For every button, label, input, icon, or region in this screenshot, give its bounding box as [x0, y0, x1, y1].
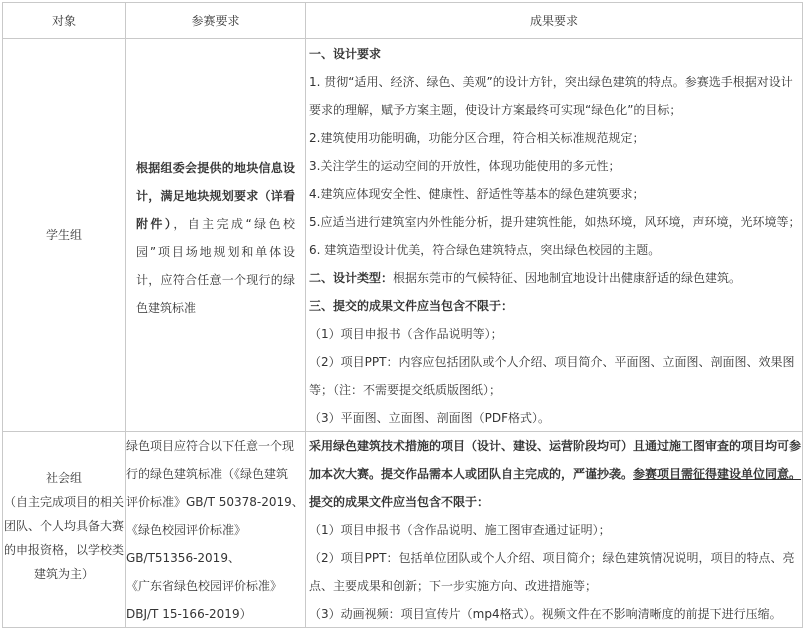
- design-type-label: 二、设计类型：: [309, 271, 394, 285]
- student-submit-item: （1）项目申报书（含作品说明等）；: [309, 327, 503, 341]
- student-requirement-cell: [126, 39, 306, 431]
- social-object-line: 社会组: [45, 470, 82, 485]
- social-intro-underlined: 参赛项目需征得建设单位同意。: [633, 467, 802, 481]
- design-req-line: 3.关注学生的运动空间的开放性，体现功能使用的多元性；: [309, 159, 621, 173]
- social-req-line: GB/T51356-2019、: [126, 551, 240, 565]
- student-object-cell: [3, 39, 126, 431]
- design-req-line: 4.建筑应体现安全性、健康性、舒适性等基本的绿色建筑要求；: [309, 187, 645, 201]
- student-submit-title: 三、提交的成果文件应当包含不限于：: [309, 299, 514, 313]
- student-requirement-rest: ，自主完成“绿色校园”项目场地规划和单体设计，应符合任意一个现行的绿色建筑标准: [136, 217, 295, 315]
- social-intro-line: [306, 460, 802, 488]
- social-submit-item: （2）项目PPT：包括单位团队或个人介绍、项目简介；绿色建筑情况说明，项目的特点、亮: [309, 551, 795, 565]
- design-type-text: 根据东莞市的气候特征、因地制宜地设计出健康舒适的绿色建筑。: [393, 271, 742, 285]
- social-req-line: 行的绿色建筑标准（《绿色建筑: [126, 467, 289, 481]
- social-object-line: 团队、个人均具备大赛: [3, 518, 124, 533]
- social-req-line: 《广东省绿色校园评价标准》: [126, 579, 283, 593]
- design-req-line: 1. 贯彻“适用、经济、绿色、美观”的设计方针，突出绿色建筑的特点。参赛选手根据对设计: [309, 75, 793, 89]
- student-submit-item: （2）项目PPT：内容应包括团队或个人介绍、项目简介、平面图、立面图、剖面图、效果图: [309, 355, 795, 369]
- header-requirements: 参赛要求: [126, 3, 306, 38]
- student-submit-item: （3）平面图、立面图、剖面图（PDF格式）。: [309, 411, 551, 425]
- design-req-line: 2.建筑使用功能明确，功能分区合理，符合相关标准规范规定；: [309, 131, 645, 145]
- header-object: 对象: [3, 3, 126, 38]
- social-object-cell: [3, 432, 126, 627]
- social-requirement-cell: [126, 432, 306, 627]
- student-requirement-bold: 根据组委会提供的地块信息设计，满足地块规划要求（详看附件）: [136, 161, 295, 231]
- table-row-student: [3, 39, 802, 432]
- social-submit-item: 点、主要成果和创新；下一步实施方向、改进措施等；: [309, 579, 598, 593]
- student-object-label: 学生组: [45, 228, 82, 242]
- table-header-row: [3, 3, 802, 39]
- student-deliverables-cell: [306, 39, 802, 431]
- design-req-line: 要求的理解，赋予方案主题，使设计方案最终可实现“绿色化”的目标；: [309, 103, 682, 117]
- social-req-line: DBJ/T 15-166-2019）: [126, 607, 252, 621]
- social-intro-bold: 加本次大赛。提交作品需本人或团队自主完成的，严谨抄袭。: [309, 467, 634, 481]
- social-object-line: （自主完成项目的相关: [3, 494, 124, 509]
- social-req-line: 评价标准》GB/T 50378-2019、: [126, 495, 304, 509]
- social-submit-item: （1）项目申报书（含作品说明、施工图审查通过证明）；: [309, 523, 611, 537]
- student-requirement-text: [126, 148, 305, 322]
- social-object-text: [4, 466, 124, 586]
- social-req-line: 绿色项目应符合以下任意一个现: [126, 439, 295, 453]
- social-submit-item: （3）动画视频：项目宣传片（mp4格式）。视频文件在不影响清晰度的前提下进行压缩。: [309, 607, 782, 621]
- social-requirement-text: [126, 432, 305, 628]
- requirements-table: [2, 2, 803, 628]
- design-req-line: 6. 建筑造型设计优美，符合绿色建筑特点，突出绿色校园的主题。: [309, 243, 661, 257]
- social-object-line: 的申报资格，以学校类: [3, 542, 124, 557]
- social-intro-line: 采用绿色建筑技术措施的项目（设计、建设、运营阶段均可）且通过施工图审查的项目均可参: [309, 439, 802, 453]
- design-requirements-title: 一、设计要求: [309, 47, 382, 61]
- social-submit-title: 提交的成果文件应当包含不限于：: [309, 495, 490, 509]
- student-submit-item: 等；（注：不需要提交纸质版图纸）；: [309, 383, 502, 397]
- design-req-line: 5.应适当进行建筑室内外性能分析，提升建筑性能，如热环境，风环境，声环境，光环境等；: [309, 215, 801, 229]
- design-type-line: [306, 264, 802, 292]
- social-deliverables-cell: [306, 432, 802, 627]
- table-row-social: [3, 432, 802, 627]
- header-deliverables: 成果要求: [529, 14, 578, 28]
- social-object-line: 建筑为主）: [33, 566, 94, 581]
- social-req-line: 《绿色校园评价标准》: [126, 523, 247, 537]
